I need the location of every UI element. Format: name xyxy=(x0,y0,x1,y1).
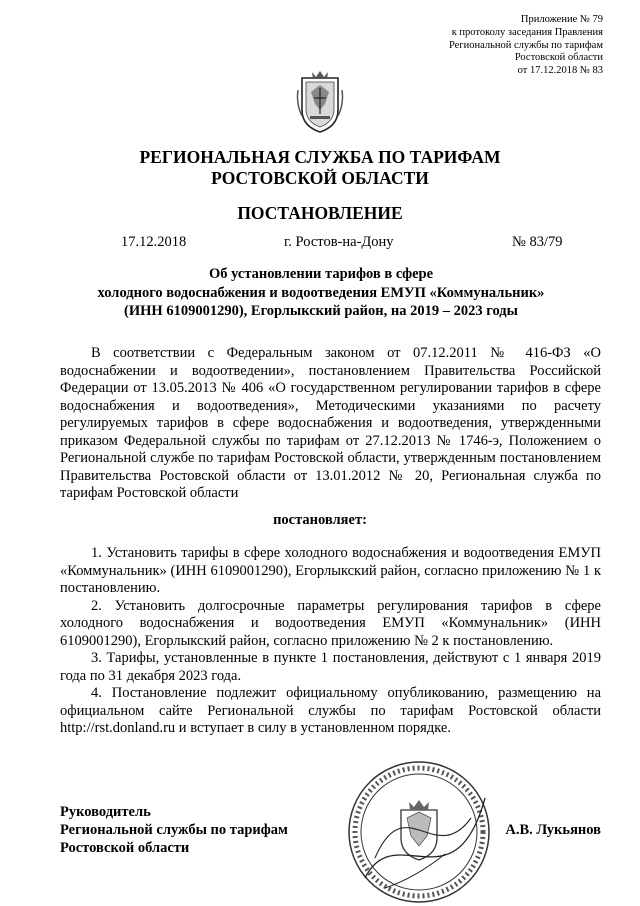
signatory-title xyxy=(60,803,288,857)
subject-line: Об установлении тарифов в сфере xyxy=(208,266,434,282)
signatory-name: А.В. Лукьянов xyxy=(505,822,601,838)
annex-line: к протоколу заседания Правления xyxy=(451,26,603,38)
signatory-title-line: Ростовской области xyxy=(60,840,190,856)
document-subject xyxy=(60,265,582,321)
signatory-title-line: Региональной службы по тарифам xyxy=(60,822,288,838)
annex-line: Приложение № 79 xyxy=(520,14,603,25)
annex-line: Ростовской области xyxy=(514,52,603,64)
annex-line: от 17.12.2018 № 83 xyxy=(517,65,603,77)
resolution-item: 4. Постановление подлежит официальному опубликованию, размещению на официальном сайте Региональной службы по тарифам Ростовской области http://rst.donland.ru и вступает в силу в установленном порядке. xyxy=(60,685,601,736)
subject-line: холодного водоснабжения и водоотведения ЕМУП «Коммунальник» xyxy=(97,284,545,301)
resolution-item: 1. Установить тарифы в сфере холодного водоснабжения и водоотведения ЕМУП «Коммунальник» (ИНН 6109001290), Егорлыкский район, согласно приложению № 1 к постановлению. xyxy=(60,545,601,596)
document-date: 17.12.2018 xyxy=(121,234,187,250)
document-type: ПОСТАНОВЛЕНИЕ xyxy=(237,203,403,223)
coat-of-arms-icon xyxy=(296,70,344,134)
preamble xyxy=(60,345,601,503)
resolution-item: 3. Тарифы, установленные в пункте 1 постановления, действуют с 1 января 2019 года по 31 декабря 2023 года. xyxy=(60,650,601,684)
annex-reference xyxy=(403,14,603,78)
preamble-paragraph: В соответствии с Федеральным законом от 07.12.2011 № 416-ФЗ «О водоснабжении и водоотведении», постановлением Правительства Российской Федерации от 13.05.2013 № 406 «О государственном регулировании тарифов в сфере водоснабжения и водоотведения», Методическими указаниями по расчету регулируемых тарифов в сфере водоснабжения и водоотведения, утвержденными приказом Федеральной службы по тарифам от 27.12.2013 № 1746-э, Положением о Региональной службе по тарифам Ростовской области, утвержденным постановлением Правительства Ростовской области от 13.01.2012 № 20, Региональная служба по тарифам Ростовской области xyxy=(60,345,601,501)
organization-title xyxy=(0,147,640,189)
document-city: г. Ростов-на-Дону xyxy=(284,234,394,250)
resolution-item: 2. Установить долгосрочные параметры регулирования тарифов в сфере холодного водоснабжения и водоотведения ЕМУП «Коммунальник» (ИНН 6109001290), Егорлыкский район, согласно приложению № 2 к постановлению. xyxy=(60,597,601,649)
resolves-heading: постановляет: xyxy=(273,512,367,528)
document-number: № 83/79 xyxy=(512,234,563,250)
resolution-items xyxy=(60,545,601,738)
annex-line: Региональной службы по тарифам xyxy=(448,39,603,51)
org-line: РЕГИОНАЛЬНАЯ СЛУЖБА ПО ТАРИФАМ xyxy=(139,147,501,167)
subject-line: (ИНН 6109001290), Егорлыкский район, на 2019 – 2023 годы xyxy=(124,303,518,319)
signatory-title-line: Руководитель xyxy=(60,804,151,820)
official-seal-icon xyxy=(345,758,493,906)
org-line: РОСТОВСКОЙ ОБЛАСТИ xyxy=(211,168,429,188)
